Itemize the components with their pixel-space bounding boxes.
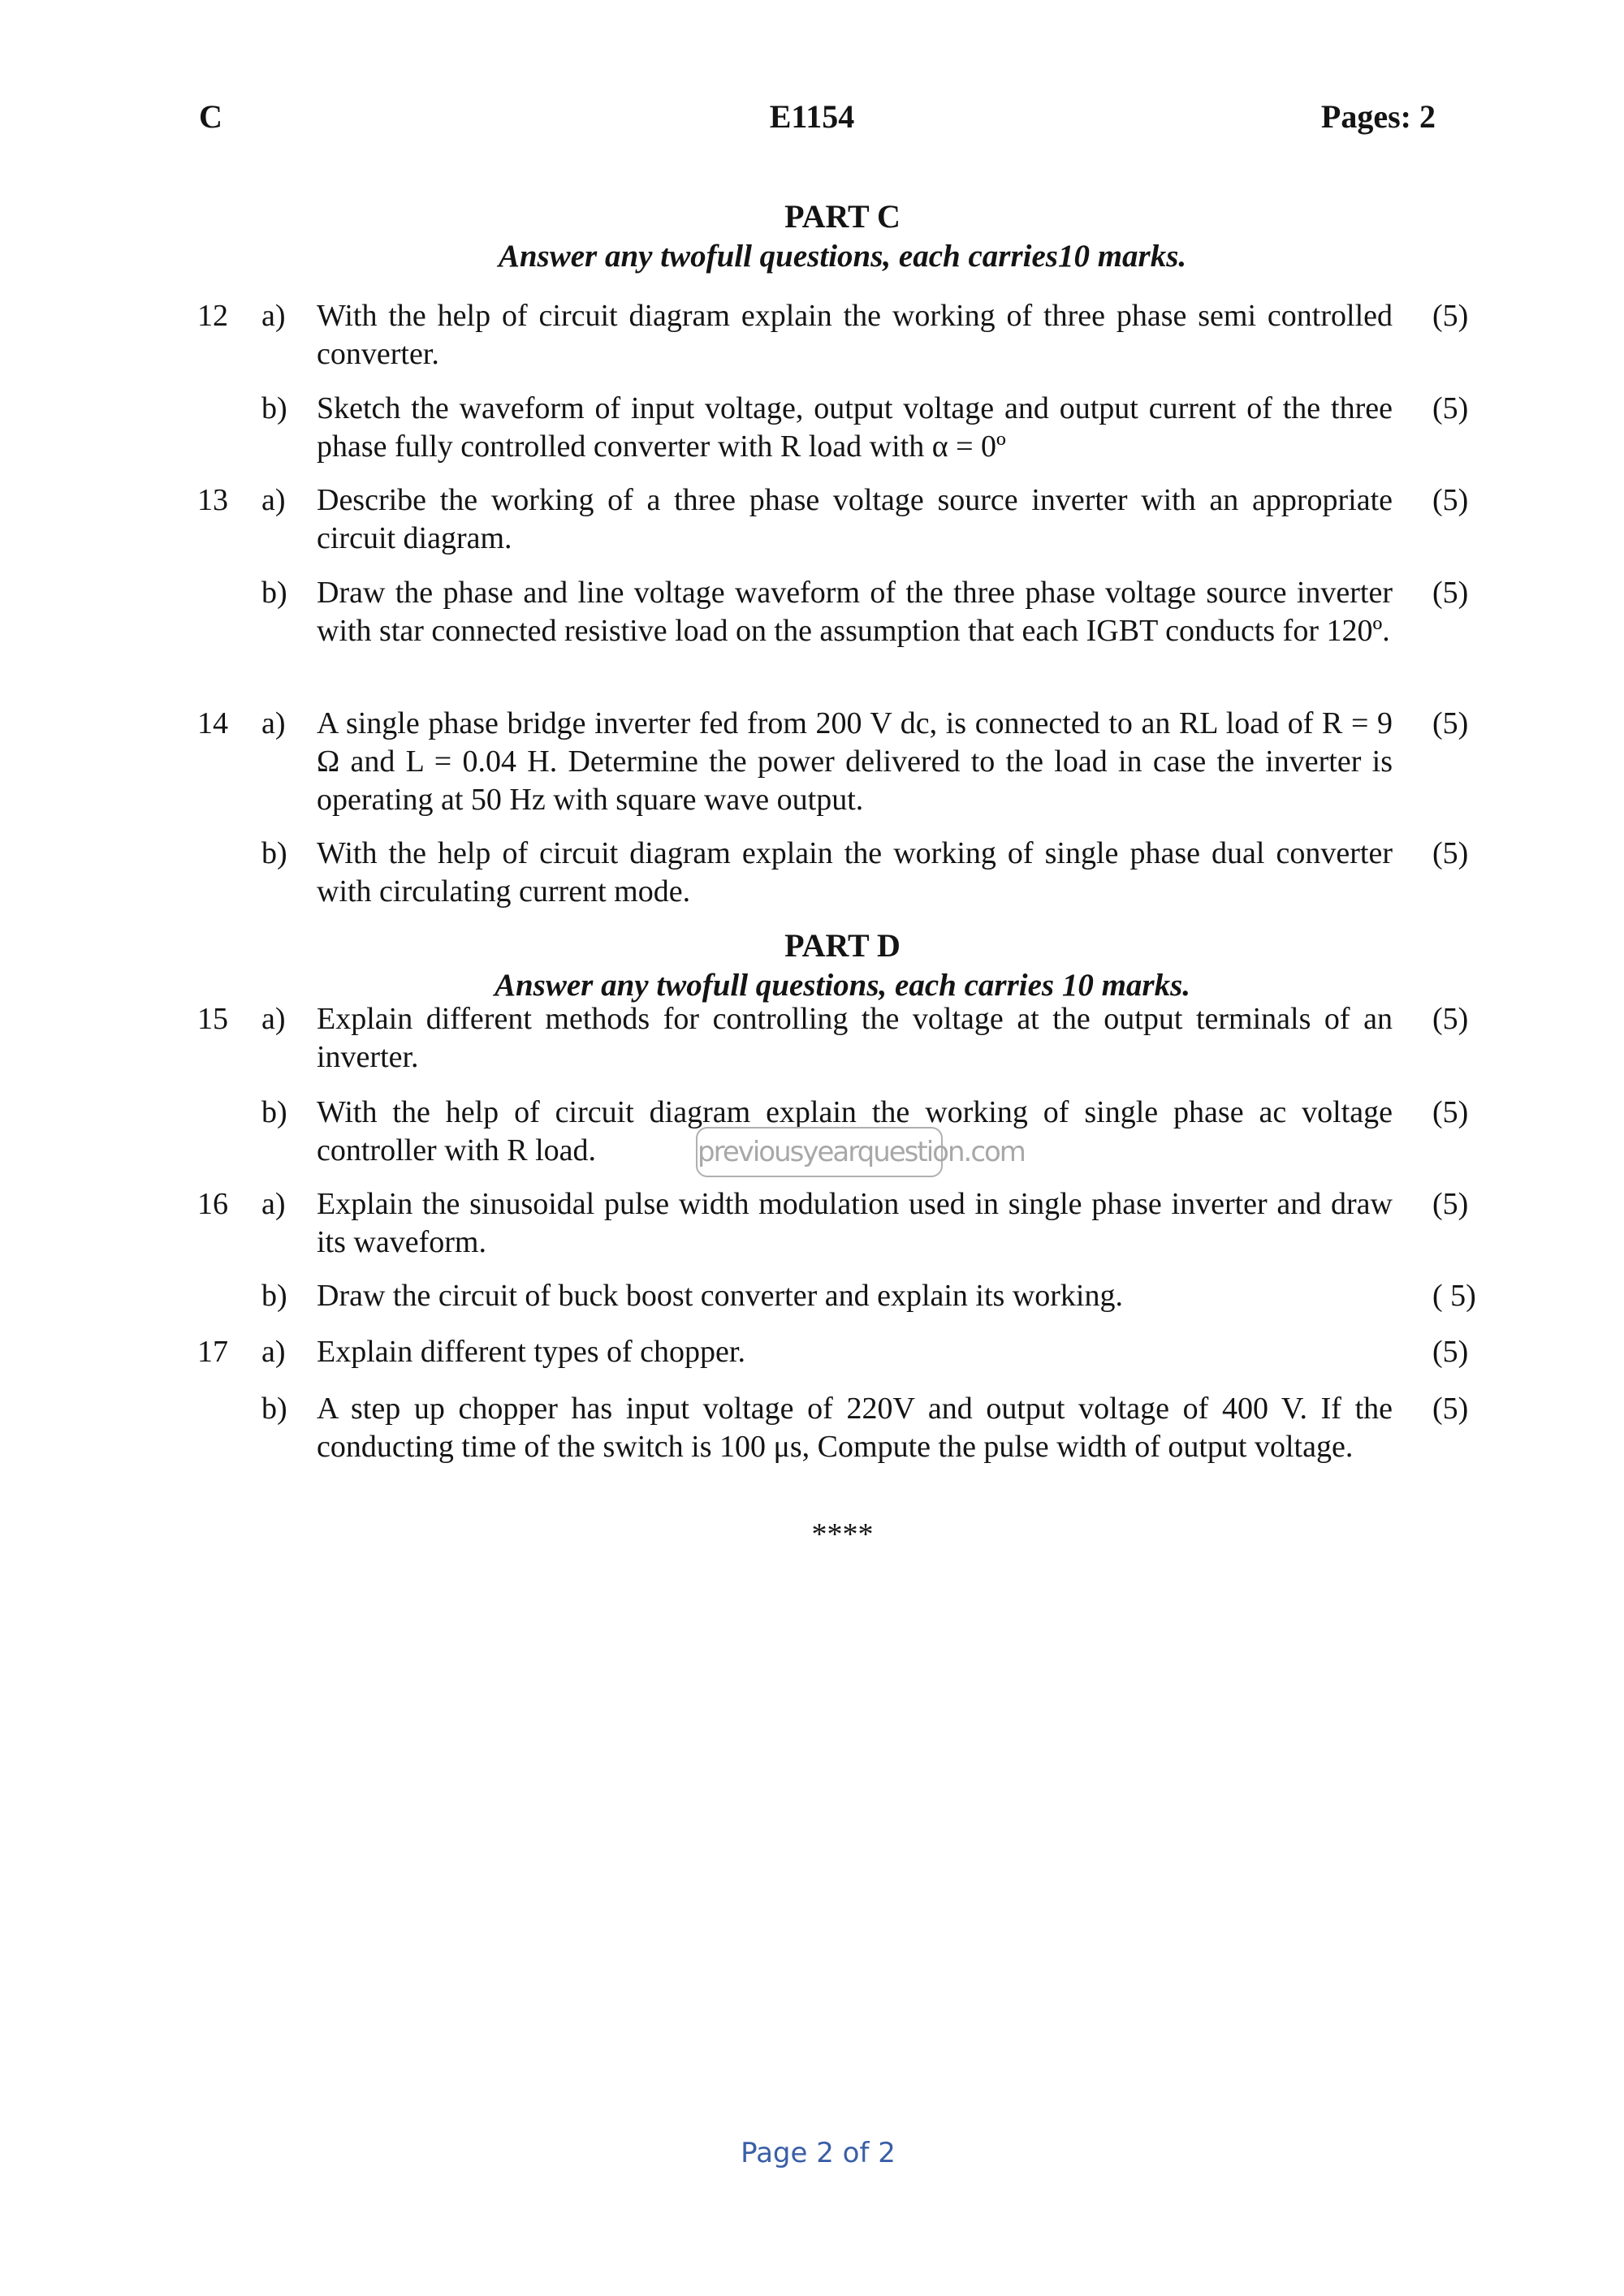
question-text: Explain different types of chopper.	[317, 1335, 745, 1369]
question-marks: (5)	[1432, 1392, 1469, 1426]
question-number: 17	[197, 1335, 228, 1369]
question-marks: (5)	[1432, 483, 1469, 517]
watermark-stamp: previousyearquestion.com	[696, 1127, 943, 1177]
header-scheme: C	[199, 98, 222, 135]
end-of-paper-mark: ****	[811, 1517, 874, 1552]
question-number: 14	[197, 706, 228, 740]
question-text: A single phase bridge inverter fed from 200 V dc, is connected to an RL load of R = 9 Ω and L = 0.04 H. Determine the power delivered to the load in case the inverter is operating at 50 Hz with square wave output.	[317, 706, 1393, 817]
question-marks: (5)	[1432, 1335, 1469, 1369]
question-sub: a)	[261, 299, 286, 333]
question-marks: (5)	[1432, 1002, 1469, 1036]
part-c-instruction: Answer any twofull questions, each carries10 marks.	[498, 239, 1187, 274]
question-marks: (5)	[1432, 576, 1469, 610]
question-text: Sketch the waveform of input voltage, output voltage and output current of the three phase fully controlled converter with R load with α = 0º	[317, 391, 1393, 464]
question-number: 15	[197, 1002, 228, 1036]
page-footer: Page 2 of 2	[741, 2137, 896, 2169]
question-text: With the help of circuit diagram explain the working of single phase ac voltage controller with R load.	[317, 1095, 1393, 1167]
part-d-instruction: Answer any twofull questions, each carries 10 marks.	[494, 968, 1191, 1003]
question-sub: a)	[261, 1187, 286, 1221]
question-marks: (5)	[1432, 391, 1469, 425]
question-number: 13	[197, 483, 228, 517]
part-c-heading	[0, 196, 1624, 276]
question-sub: a)	[261, 483, 286, 517]
question-sub: b)	[261, 1279, 287, 1313]
question-sub: a)	[261, 1002, 286, 1036]
question-sub: b)	[261, 576, 287, 610]
question-text: With the help of circuit diagram explain the working of single phase dual converter with circulating current mode.	[317, 836, 1393, 908]
question-text: Draw the phase and line voltage waveform of the three phase voltage source inverter with star connected resistive load on the assumption that each IGBT conducts for 120º.	[317, 576, 1393, 648]
question-sub: a)	[261, 1335, 286, 1369]
question-number: 16	[197, 1187, 228, 1221]
question-marks: (5)	[1432, 1187, 1469, 1221]
question-marks: (5)	[1432, 706, 1469, 740]
question-text: A step up chopper has input voltage of 220V and output voltage of 400 V. If the conducting time of the switch is 100 μs, Compute the pulse width of output voltage.	[317, 1392, 1393, 1464]
question-sub: b)	[261, 1392, 287, 1426]
page-header	[0, 97, 1624, 146]
question-marks: (5)	[1432, 836, 1469, 870]
question-sub: b)	[261, 836, 287, 870]
question-text: Describe the working of a three phase voltage source inverter with an appropriate circuit diagram.	[317, 483, 1393, 555]
question-sub: b)	[261, 1095, 287, 1129]
question-number: 12	[197, 299, 228, 333]
question-sub: b)	[261, 391, 287, 425]
question-text: With the help of circuit diagram explain the working of three phase semi controlled converter.	[317, 299, 1393, 371]
question-marks: ( 5)	[1432, 1279, 1476, 1313]
part-d-title: PART D	[784, 927, 901, 964]
header-code: E1154	[769, 98, 855, 135]
question-marks: (5)	[1432, 1095, 1469, 1129]
part-c-title: PART C	[784, 198, 901, 235]
question-text: Draw the circuit of buck boost converter and explain its working.	[317, 1279, 1123, 1313]
question-marks: (5)	[1432, 299, 1469, 333]
question-text: Explain the sinusoidal pulse width modulation used in single phase inverter and draw its waveform.	[317, 1187, 1393, 1259]
question-text: Explain different methods for controlling the voltage at the output terminals of an inverter.	[317, 1002, 1393, 1074]
header-pages: Pages: 2	[1320, 98, 1436, 135]
part-d-heading	[0, 926, 1624, 1005]
question-sub: a)	[261, 706, 286, 740]
